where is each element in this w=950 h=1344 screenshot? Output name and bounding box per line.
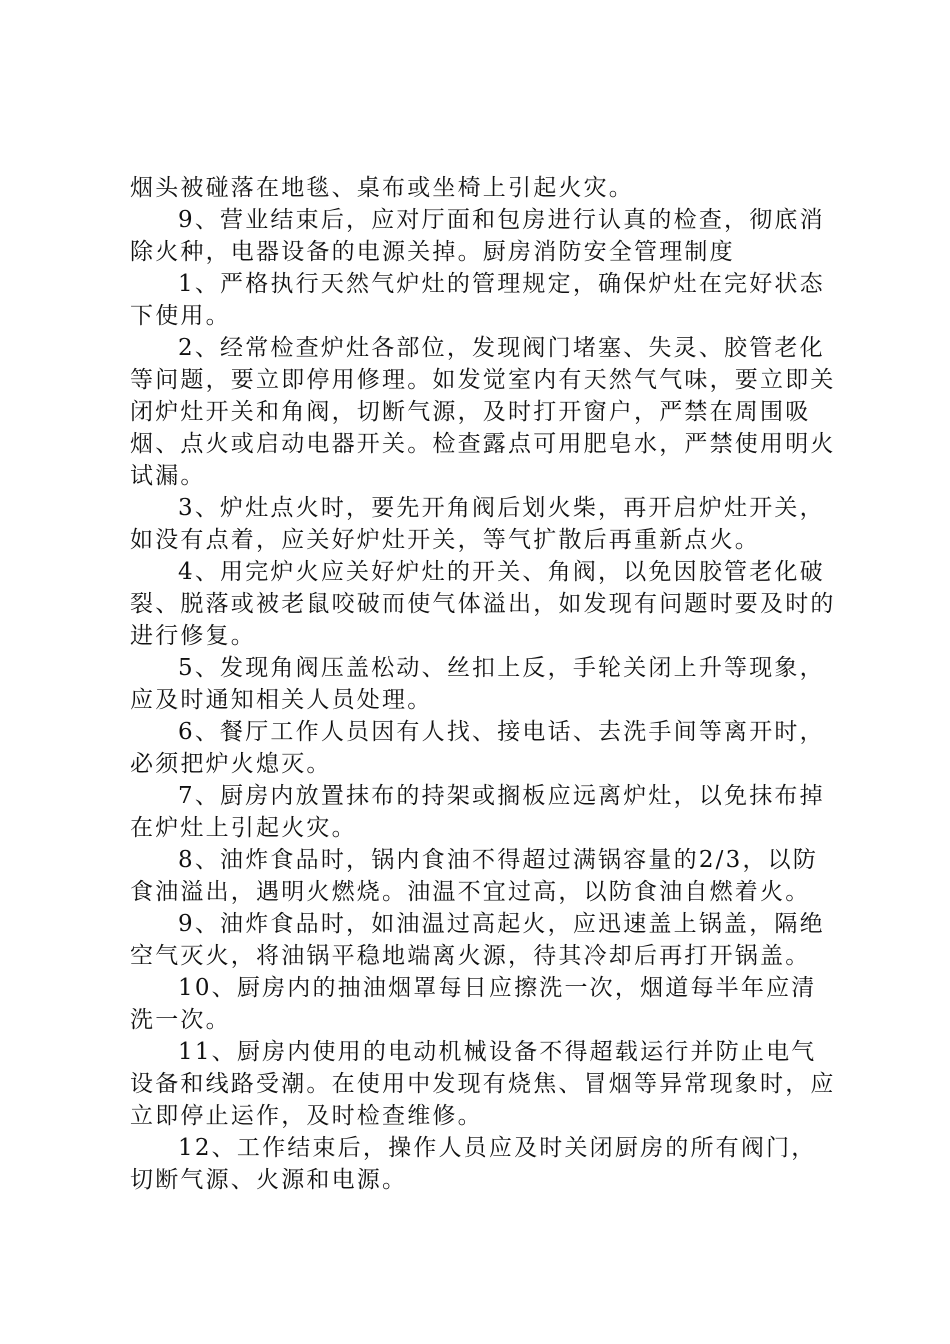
paragraph-kitchen-rule-5: 5、发现角阀压盖松动、丝扣上反，手轮关闭上升等现象，应及时通知相关人员处理。	[130, 655, 825, 713]
paragraph-kitchen-rule-8: 8、油炸食品时，锅内食油不得超过满锅容量的2/3，以防食油溢出，遇明火燃烧。油温不宜过高，以防食油自燃着火。	[130, 847, 819, 905]
paragraph-kitchen-rule-6: 6、餐厅工作人员因有人找、接电话、去洗手间等离开时，必须把炉火熄灭。	[130, 719, 825, 777]
document-body	[130, 172, 840, 1196]
paragraph-kitchen-rule-3: 3、炉灶点火时，要先开角阀后划火柴，再开启炉灶开关，如没有点着，应关好炉灶开关，等气扩散后再重新点火。	[130, 495, 825, 553]
paragraph-kitchen-rule-2: 2、经常检查炉灶各部位，发现阀门堵塞、失灵、胶管老化等问题，要立即停用修理。如发觉室内有天然气气味，要立即关闭炉灶开关和角阀，切断气源，及时打开窗户，严禁在周围吸烟、点火或启动电器开关。检查露点可用肥皂水，严禁使用明火试漏。	[130, 335, 836, 489]
paragraph-kitchen-rule-12: 12、工作结束后，操作人员应及时关闭厨房的所有阀门，切断气源、火源和电源。	[130, 1135, 817, 1193]
paragraph-kitchen-rule-1: 1、严格执行天然气炉灶的管理规定，确保炉灶在完好状态下使用。	[130, 271, 825, 329]
paragraph-kitchen-rule-11: 11、厨房内使用的电动机械设备不得超载运行并防止电气设备和线路受潮。在使用中发现有烧焦、冒烟等异常现象时，应立即停止运作，及时检查维修。	[130, 1039, 836, 1129]
paragraph-kitchen-rule-9: 9、油炸食品时，如油温过高起火，应迅速盖上锅盖，隔绝空气灭火，将油锅平稳地端离火源，待其冷却后再打开锅盖。	[130, 911, 825, 969]
paragraph-fire-cause: 烟头被碰落在地毯、桌布或坐椅上引起火灾。	[130, 175, 634, 201]
paragraph-kitchen-rule-10: 10、厨房内的抽油烟罩每日应擦洗一次，烟道每半年应清洗一次。	[130, 975, 817, 1033]
paragraph-kitchen-rule-7: 7、厨房内放置抹布的持架或搁板应远离炉灶，以免抹布掉在炉灶上引起火灾。	[130, 783, 825, 841]
paragraph-rule-9-closing: 9、营业结束后，应对厅面和包房进行认真的检查，彻底消除火种，电器设备的电源关掉。厨房消防安全管理制度	[130, 207, 825, 265]
paragraph-kitchen-rule-4: 4、用完炉火应关好炉灶的开关、角阀，以免因胶管老化破裂、脱落或被老鼠咬破而使气体溢出，如发现有问题时要及时的进行修复。	[130, 559, 836, 649]
